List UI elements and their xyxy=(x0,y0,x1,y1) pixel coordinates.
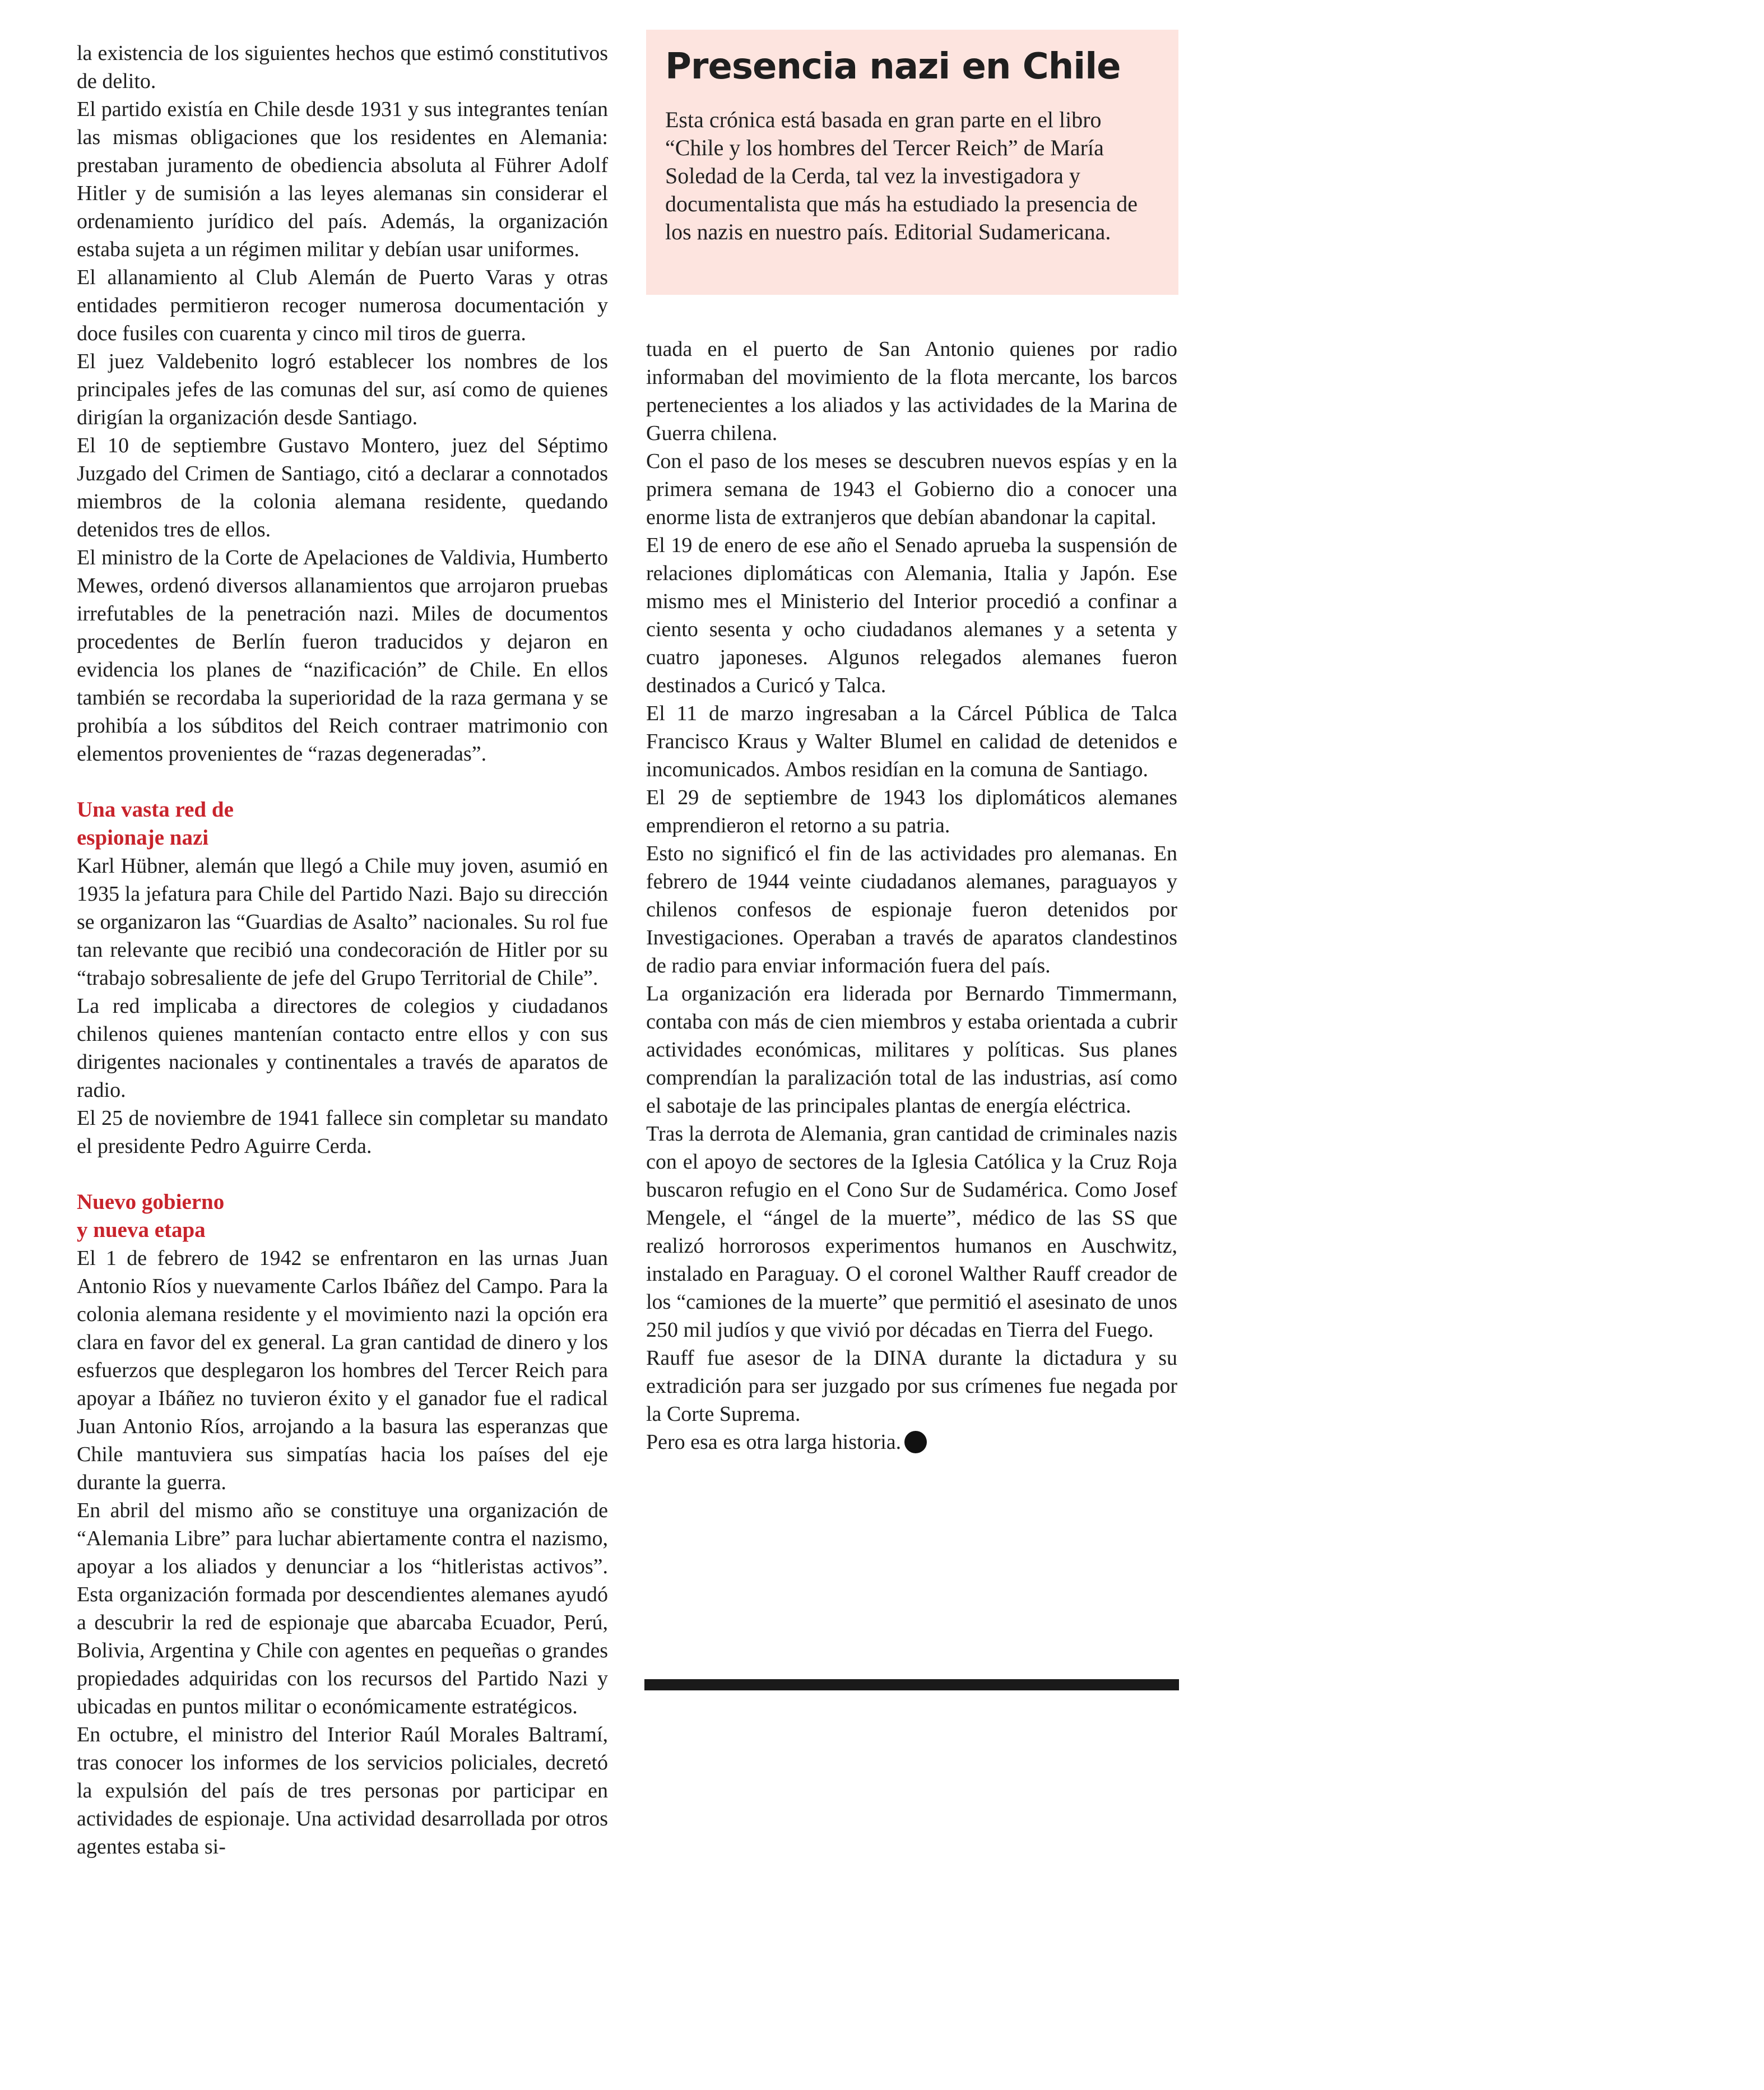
section-heading-espionaje xyxy=(77,796,608,852)
paragraph: El 10 de septiembre Gustavo Montero, juez del Séptimo Juzgado del Crimen de Santiago, citó a declarar a connotados miembros de la colonia alemana residente, quedando detenidos tres de ellos. xyxy=(77,434,608,541)
info-box-title: Presencia nazi en Chile xyxy=(665,46,1121,87)
left-column xyxy=(77,39,608,1861)
paragraph: El 25 de noviembre de 1941 fallece sin completar su mandato el presidente Pedro Aguirre Cerda. xyxy=(77,1106,608,1158)
paragraph: El 1 de febrero de 1942 se enfrentaron en las urnas Juan Antonio Ríos y nuevamente Carlos Ibáñez del Campo. Para la colonia alemana residente y el movimiento nazi la opción era clara en favor del ex general. La gran cantidad de dinero y los esfuerzos que desplegaron los hombres del Tercer Reich para apoyar a Ibáñez no tuvieron éxito y el ganador fue el radical Juan Antonio Ríos, arrojando a la basura las esperanzas que Chile mantuviera sus simpatías hacia los países del eje durante la guerra. xyxy=(77,1246,608,1494)
section-heading-nuevo-gobierno xyxy=(77,1188,608,1244)
paragraph: Rauff fue asesor de la DINA durante la dictadura y su extradición para ser juzgado por sus crímenes fue negada por la Corte Suprema. xyxy=(646,1346,1177,1426)
paragraph: La organización era liderada por Bernardo Timmermann, contaba con más de cien miembros y estaba orientada a cubrir actividades económicas, militares y políticas. Sus planes comprendían la paralización total de las industrias, así como el sabotaje de las principales plantas de energía eléctrica. xyxy=(646,982,1177,1118)
paragraph: La red implicaba a directores de colegios y ciudadanos chilenos quienes mantenían contacto entre ellos y con sus dirigentes nacionales y continentales a través de aparatos de radio. xyxy=(77,994,608,1102)
heading-line: y nueva etapa xyxy=(77,1218,206,1242)
heading-line: Una vasta red de xyxy=(77,798,234,822)
paragraph: En octubre, el ministro del Interior Raúl Morales Baltramí, tras conocer los informes de los servicios policiales, decretó la expulsión del país de tres personas por participar en actividades de espionaje. Una actividad desarrollada por otros agentes estaba si- xyxy=(77,1723,608,1859)
paragraph: la existencia de los siguientes hechos que estimó constitutivos de delito. xyxy=(77,41,608,93)
closing-paragraph xyxy=(646,1428,1177,1456)
bottom-rule-divider xyxy=(644,1679,1179,1690)
paragraph: tuada en el puerto de San Antonio quienes por radio informaban del movimiento de la flota mercante, los barcos pertenecientes a los aliados y las actividades de la Marina de Guerra chilena. xyxy=(646,337,1177,445)
paragraph: El 29 de septiembre de 1943 los diplomáticos alemanes emprendieron el retorno a su patria. xyxy=(646,786,1177,837)
paragraph: El juez Valdebenito logró establecer los nombres de los principales jefes de las comunas del sur, así como de quienes dirigían la organización desde Santiago. xyxy=(77,350,608,429)
sidebar-info-box xyxy=(646,30,1178,295)
paragraph: El allanamiento al Club Alemán de Puerto Varas y otras entidades permitieron recoger numerosa documentación y doce fusiles con cuarenta y cinco mil tiros de guerra. xyxy=(77,266,608,345)
paragraph: El 11 de marzo ingresaban a la Cárcel Pública de Talca Francisco Kraus y Walter Blumel en calidad de detenidos e incomunicados. Ambos residían en la comuna de Santiago. xyxy=(646,702,1177,781)
paragraph: Tras la derrota de Alemania, gran cantidad de criminales nazis con el apoyo de sectores de la Iglesia Católica y la Cruz Roja buscaron refugio en el Cono Sur de Sudamérica. Como Josef Mengele, el “ángel de la muerte”, médico de las SS que realizó horrorosos experimentos humanos en Auschwitz, instalado en Paraguay. O el coronel Walther Rauff creador de los “camiones de la muerte” que permitió el asesinato de unos 250 mil judíos y que vivió por décadas en Tierra del Fuego. xyxy=(646,1122,1177,1342)
paragraph: El partido existía en Chile desde 1931 y sus integrantes tenían las mismas obligaciones que los residentes en Alemania: prestaban juramento de obediencia absoluta al Führer Adolf Hitler y de sumisión a las leyes alemanas sin considerar el ordenamiento jurídico del país. Además, la organización estaba sujeta a un régimen militar y debían usar uniformes. xyxy=(77,98,608,261)
section-spacer xyxy=(77,768,608,796)
paragraph: En abril del mismo año se constituye una organización de “Alemania Libre” para luchar abiertamente contra el nazismo, apoyar a los aliados y denunciar a los “hitleristas activos”. Esta organización formada por descendientes alemanes ayudó a descubrir la red de espionaje que abarcaba Ecuador, Perú, Bolivia, Argentina y Chile con agentes en pequeñas o grandes propiedades adquiridas con los recursos del Partido Nazi y ubicadas en puntos militar o económicamente estratégicos. xyxy=(77,1499,608,1718)
heading-line: Nuevo gobierno xyxy=(77,1190,225,1214)
paragraph: El 19 de enero de ese año el Senado aprueba la suspensión de relaciones diplomáticas con Alemania, Italia y Japón. Ese mismo mes el Ministerio del Interior procedió a confinar a ciento sesenta y ocho ciudadanos alemanes y a setenta y cuatro japoneses. Algunos relegados alemanes fueron destinados a Curicó y Talca. xyxy=(646,534,1177,697)
info-box-text: Esta crónica está basada en gran parte en el libro “Chile y los hombres del Tercer Reich” de María Soledad de la Cerda, tal vez la investigadora y documentalista que más ha estudiado la presencia de los nazis en nuestro país. Editorial Sudamericana. xyxy=(665,107,1138,244)
end-mark-icon xyxy=(904,1431,927,1453)
paragraph: Esto no significó el fin de las actividades pro alemanas. En febrero de 1944 veinte ciudadanos alemanes, paraguayos y chilenos confesos de espionaje fueron detenidos por Investigaciones. Operaban a través de aparatos clandestinos de radio para enviar información fuera del país. xyxy=(646,842,1177,977)
paragraph: Karl Hübner, alemán que llegó a Chile muy joven, asumió en 1935 la jefatura para Chile del Partido Nazi. Bajo su dirección se organizaron las “Guardias de Asalto” nacionales. Su rol fue tan relevante que recibió una condecoración de Hitler por su “trabajo sobresaliente de jefe del Grupo Territorial de Chile”. xyxy=(77,854,608,990)
right-column xyxy=(646,335,1177,1456)
paragraph: El ministro de la Corte de Apelaciones de Valdivia, Humberto Mewes, ordenó diversos allanamientos que arrojaron pruebas irrefutables de la penetración nazi. Miles de documentos procedentes de Berlín fueron traducidos y dejaron en evidencia los planes de “nazificación” de Chile. En ellos también se recordaba la superioridad de la raza germana y se prohibía a los súbditos del Reich contraer matrimonio con elementos provenientes de “razas degeneradas”. xyxy=(77,546,608,766)
heading-line: espionaje nazi xyxy=(77,826,209,850)
section-spacer xyxy=(77,1160,608,1188)
paragraph: Con el paso de los meses se descubren nuevos espías y en la primera semana de 1943 el Gobierno dio a conocer una enorme lista de extranjeros que debían abandonar la capital. xyxy=(646,449,1177,529)
closing-text: Pero esa es otra larga historia. xyxy=(646,1430,902,1454)
